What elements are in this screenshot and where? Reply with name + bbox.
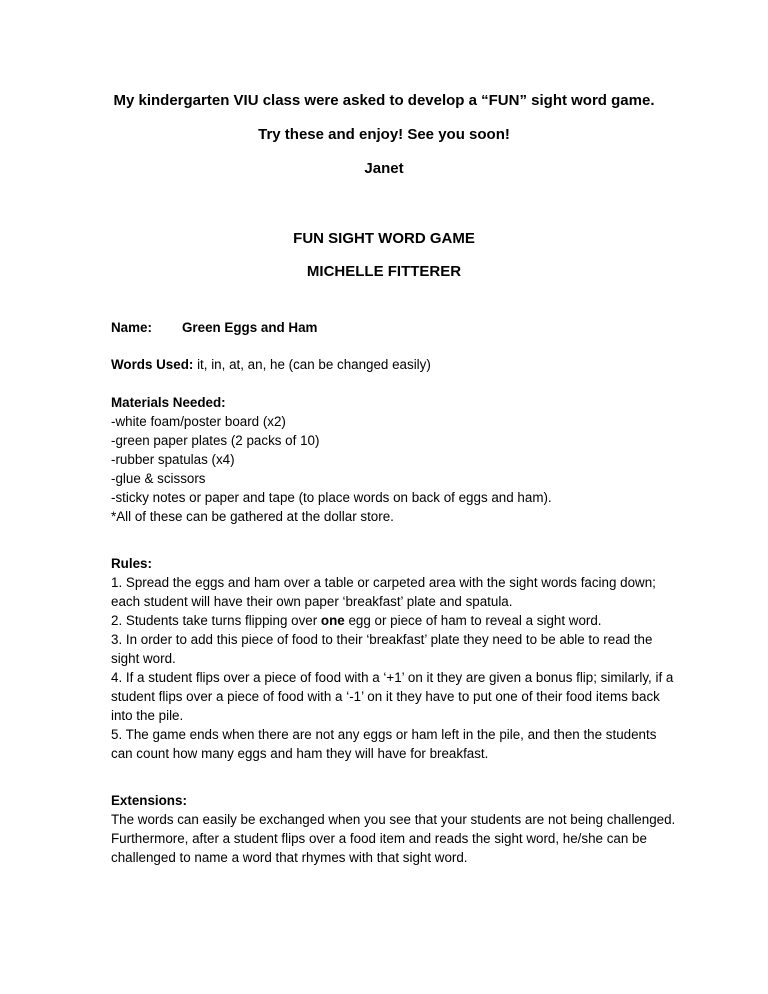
name-label: Name: — [111, 320, 152, 335]
rules-heading: Rules: — [111, 556, 152, 571]
materials-item: -sticky notes or paper and tape (to place words on back of eggs and ham). — [111, 490, 552, 505]
rule-4-line: 4. If a student flips over a piece of food with a ‘+1’ on it they are given a bonus flip; similarly, if a — [111, 670, 674, 685]
rule-2-text: 2. Students take turns flipping over — [111, 613, 321, 628]
rule-3-line: 3. In order to add this piece of food to their ‘breakfast’ plate they need to be able to read the — [111, 632, 653, 647]
rule-5-line: can count how many eggs and ham they will have for breakfast. — [111, 746, 489, 761]
rule-2-line — [111, 611, 691, 630]
rule-4-line: student flips over a piece of food with a ‘-1’ on it they have to put one of their food items back — [111, 689, 660, 704]
materials-item: -white foam/poster board (x2) — [111, 414, 286, 429]
rule-1-line: each student will have their own paper ‘breakfast’ plate and spatula. — [111, 594, 513, 609]
words-used-value: it, in, at, an, he (can be changed easily) — [193, 357, 431, 372]
materials-note: *All of these can be gathered at the dollar store. — [111, 509, 394, 524]
rule-5-line: 5. The game ends when there are not any eggs or ham left in the pile, and then the students — [111, 727, 657, 742]
materials-item: -green paper plates (2 packs of 10) — [111, 433, 320, 448]
game-author: MICHELLE FITTERER — [306, 263, 462, 280]
extensions-heading: Extensions: — [111, 793, 187, 808]
name-value: Green Eggs and Ham — [182, 320, 318, 335]
rule-2-text: egg or piece of ham to reveal a sight word. — [344, 613, 602, 628]
intro-line-1: My kindergarten VIU class were asked to develop a “FUN” sight word game. — [113, 92, 655, 109]
rules-section — [111, 554, 691, 763]
game-title: FUN SIGHT WORD GAME — [293, 230, 475, 247]
extensions-line: challenged to name a word that rhymes with that sight word. — [111, 850, 468, 865]
extensions-line: The words can easily be exchanged when you see that your students are not being challenged. — [111, 812, 676, 827]
rule-1-line: 1. Spread the eggs and ham over a table or carpeted area with the sight words facing down; — [111, 575, 656, 590]
materials-section — [111, 393, 691, 526]
words-used-line — [111, 355, 691, 374]
extensions-section — [111, 791, 691, 867]
intro-line-2: Try these and enjoy! See you soon! — [258, 126, 510, 143]
rule-4-line: into the pile. — [111, 708, 184, 723]
materials-item: -glue & scissors — [111, 471, 206, 486]
materials-item: -rubber spatulas (x4) — [111, 452, 235, 467]
materials-heading: Materials Needed: — [111, 395, 226, 410]
extensions-line: Furthermore, after a student flips over a food item and reads the sight word, he/she can be — [111, 831, 647, 846]
rule-3-line: sight word. — [111, 651, 176, 666]
words-used-label: Words Used: — [111, 357, 194, 372]
rule-2-emphasis: one — [320, 613, 345, 628]
intro-signature: Janet — [364, 160, 404, 177]
